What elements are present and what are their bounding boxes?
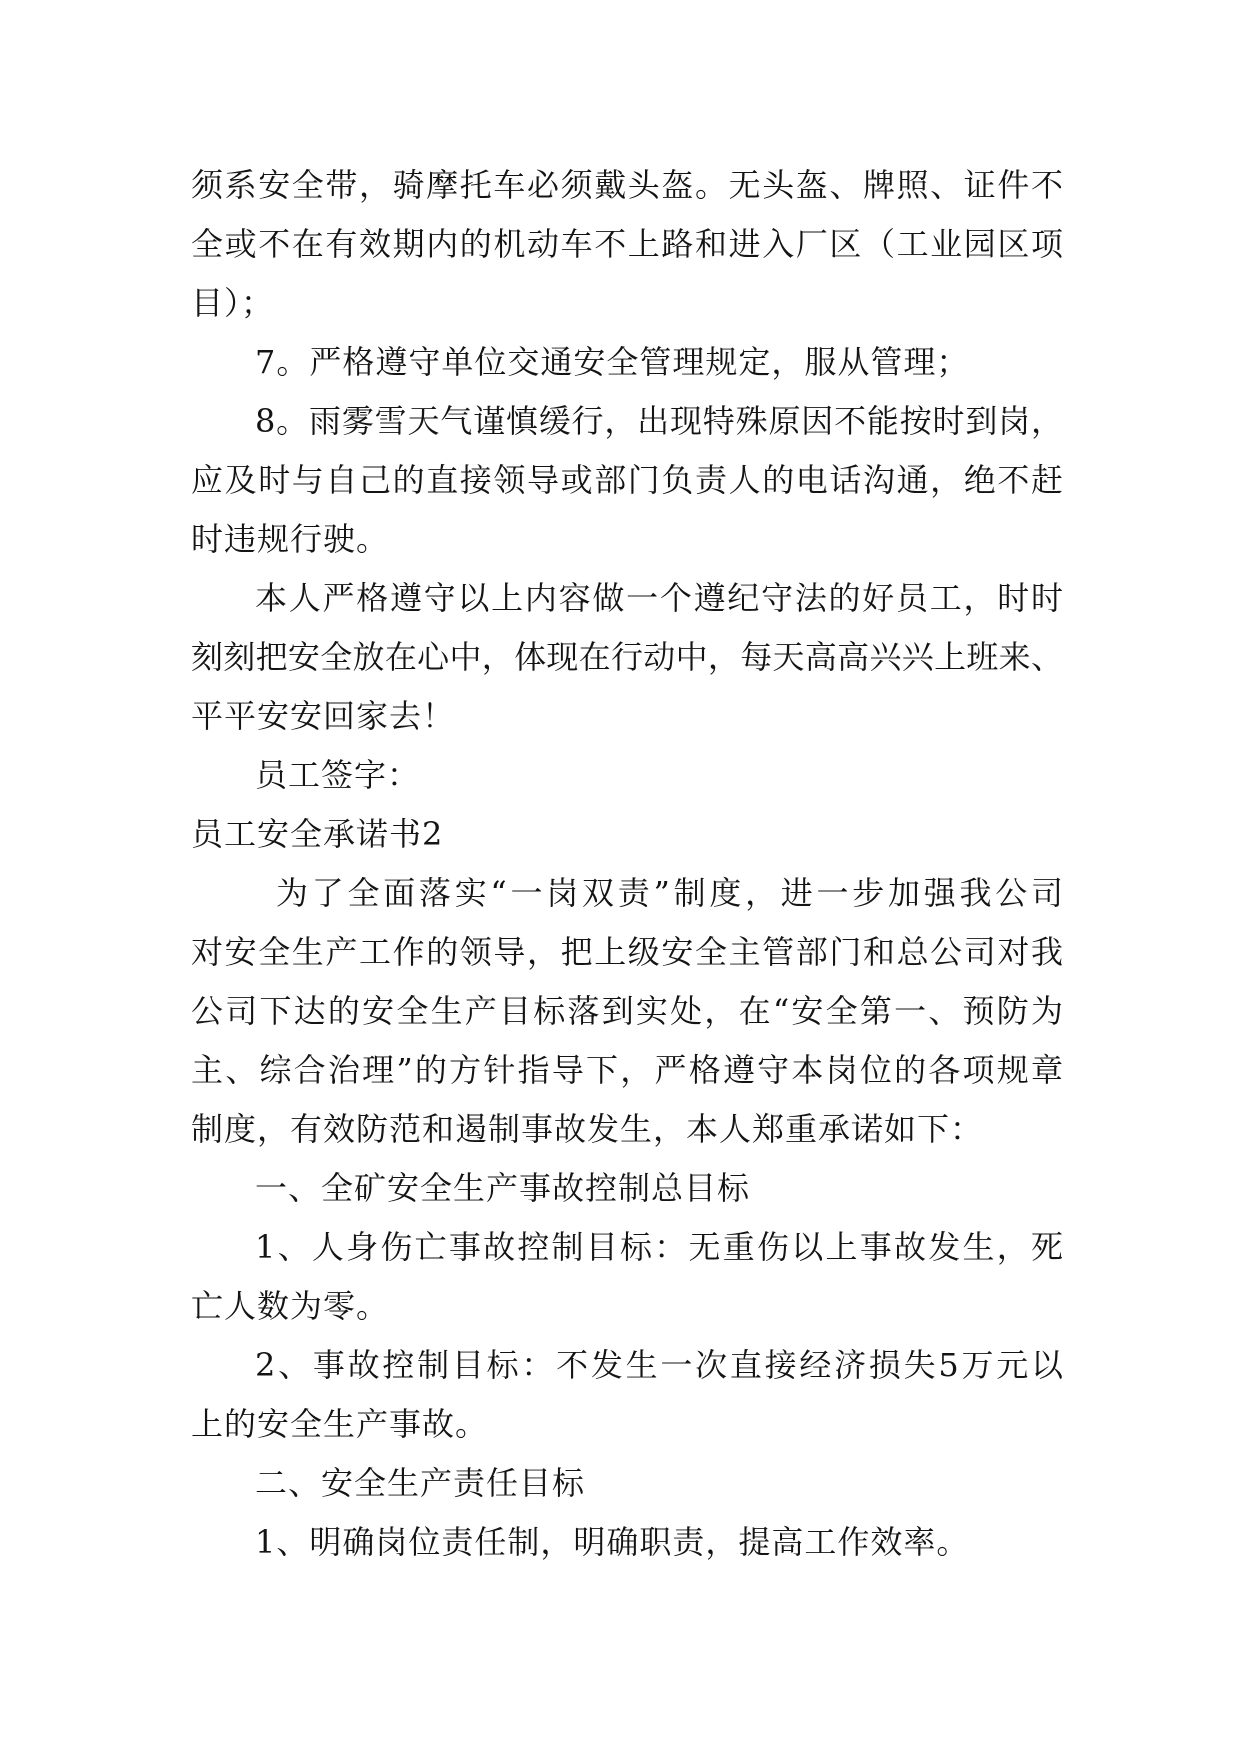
paragraph-line: 对安全生产工作的领导，把上级安全主管部门和总公司对我 <box>191 933 1063 971</box>
paragraph-line: 7。严格遵守单位交通安全管理规定，服从管理； <box>255 343 970 381</box>
paragraph-line: 刻刻把安全放在心中，体现在行动中，每天高高兴兴上班来、 <box>191 638 1063 676</box>
section-title: 员工安全承诺书2 <box>191 815 444 853</box>
paragraph-line: 上的安全生产事故。 <box>191 1405 489 1443</box>
paragraph-line: 亡人数为零。 <box>191 1287 390 1325</box>
paragraph <box>191 569 1063 746</box>
list-item <box>191 1336 1063 1454</box>
paragraph-line: 目）； <box>191 284 275 322</box>
list-item <box>191 1218 1063 1336</box>
document-body <box>191 156 1063 1572</box>
signature-label: 员工签字： <box>255 756 421 794</box>
heading-line: 一、全矿安全生产事故控制总目标 <box>255 1169 751 1207</box>
paragraph <box>191 156 1063 333</box>
paragraph-line: 为了全面落实“一岗双责”制度，进一步加强我公司 <box>276 874 1063 912</box>
signature-line <box>191 746 1063 805</box>
paragraph-line: 1、明确岗位责任制，明确职责，提高工作效率。 <box>255 1523 970 1561</box>
paragraph-line: 公司下达的安全生产目标落到实处，在“安全第一、预防为 <box>191 992 1063 1030</box>
paragraph <box>191 392 1063 569</box>
heading-line: 二、安全生产责任目标 <box>255 1464 586 1502</box>
paragraph <box>191 333 1063 392</box>
heading <box>191 1454 1063 1513</box>
paragraph-line: 制度，有效防范和遏制事故发生，本人郑重承诺如下： <box>191 1110 984 1148</box>
paragraph-line: 本人严格遵守以上内容做一个遵纪守法的好员工，时时 <box>255 579 1063 617</box>
list-item <box>191 1513 1063 1572</box>
heading <box>191 1159 1063 1218</box>
paragraph-line: 应及时与自己的直接领导或部门负责人的电话沟通，绝不赶 <box>191 461 1063 499</box>
paragraph-line: 全或不在有效期内的机动车不上路和进入厂区（工业园区项 <box>191 225 1063 263</box>
paragraph-line: 1、人身伤亡事故控制目标：无重伤以上事故发生，死 <box>255 1228 1063 1266</box>
paragraph-line: 8。雨雾雪天气谨慎缓行，出现特殊原因不能按时到岗， <box>255 402 1063 440</box>
paragraph <box>191 864 1063 1159</box>
paragraph-line: 主、综合治理”的方针指导下，严格遵守本岗位的各项规章 <box>191 1051 1063 1089</box>
paragraph-line: 2、事故控制目标：不发生一次直接经济损失5万元以 <box>255 1346 1063 1384</box>
paragraph-line: 须系安全带，骑摩托车必须戴头盔。无头盔、牌照、证件不 <box>191 166 1063 204</box>
paragraph-line: 时违规行驶。 <box>191 520 390 558</box>
paragraph-line: 平平安安回家去！ <box>191 697 456 735</box>
